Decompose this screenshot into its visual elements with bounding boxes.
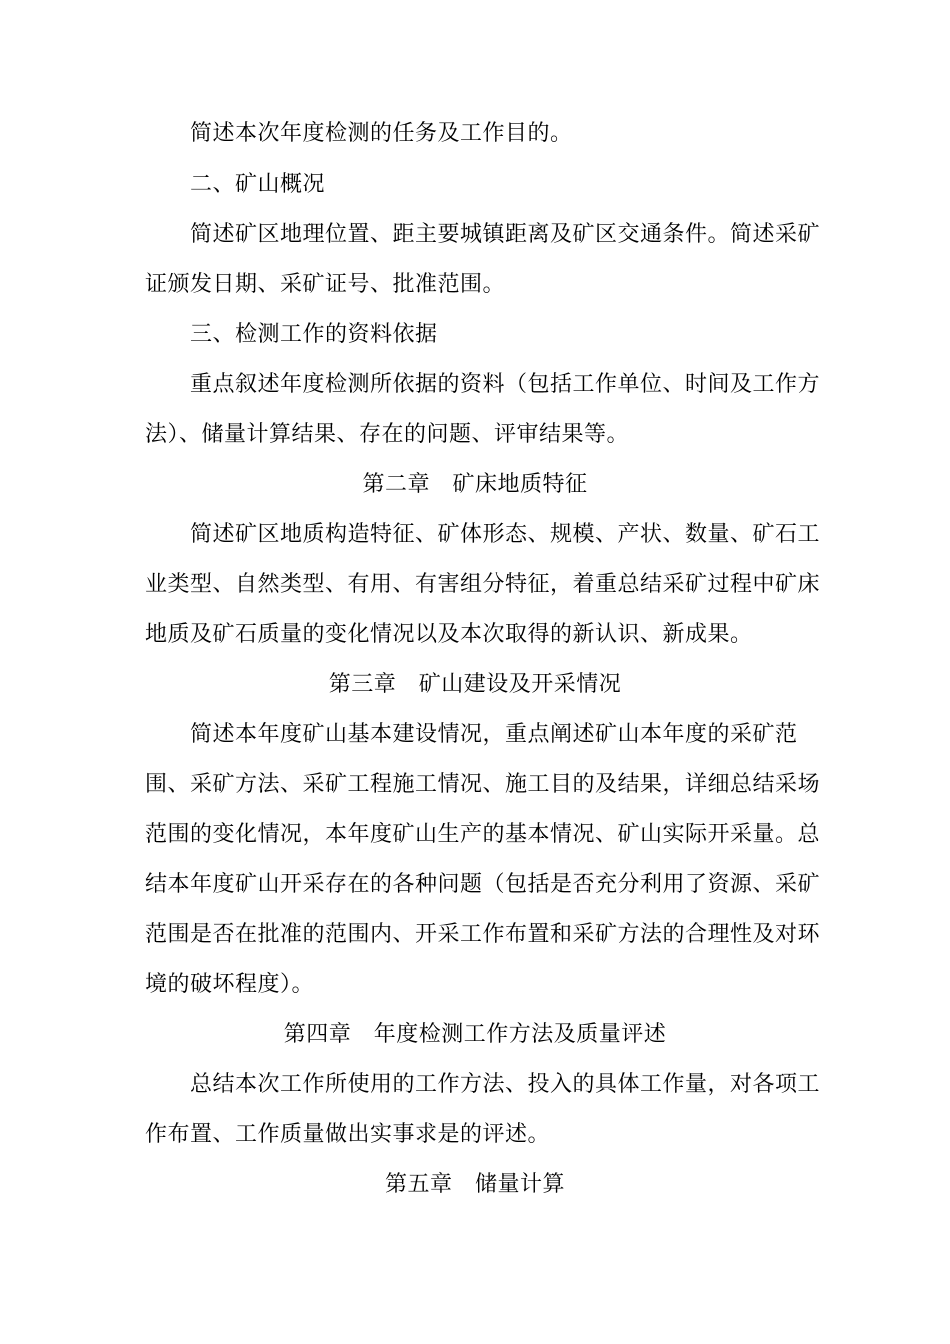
section-heading-mine-overview: 二、矿山概况: [190, 172, 326, 197]
paragraph-data-basis: 重点叙述年度检测所依据的资料（包括工作单位、时间及工作方: [190, 372, 821, 397]
chapter-heading-3: 第三章 矿山建设及开采情况: [328, 672, 622, 697]
section-heading-data-basis: 三、检测工作的资料依据: [190, 322, 438, 347]
paragraph-task-purpose: 简述本次年度检测的任务及工作目的。: [190, 121, 573, 146]
chapter-heading-4: 第四章 年度检测工作方法及质量评述: [283, 1022, 667, 1047]
paragraph-construction-cont-5: 境的破坏程度）。: [145, 972, 315, 997]
paragraph-methods: 总结本次工作所使用的工作方法、投入的具体工作量，对各项工: [190, 1072, 821, 1097]
paragraph-construction-cont-1: 围、采矿方法、采矿工程施工情况、施工目的及结果，详细总结采场: [145, 772, 821, 797]
paragraph-construction: 简述本年度矿山基本建设情况，重点阐述矿山本年度的采矿范: [190, 722, 798, 747]
chapter-heading-5: 第五章 储量计算: [384, 1172, 565, 1197]
paragraph-geology-cont-1: 业类型、自然类型、有用、有害组分特征，着重总结采矿过程中矿床: [145, 572, 821, 597]
paragraph-construction-cont-4: 范围是否在批准的范围内、开采工作布置和采矿方法的合理性及对环: [145, 922, 821, 947]
paragraph-mine-location: 简述矿区地理位置、距主要城镇距离及矿区交通条件。简述采矿: [190, 222, 821, 247]
paragraph-methods-cont: 作布置、工作质量做出实事求是的评述。: [145, 1122, 551, 1147]
paragraph-construction-cont-3: 结本年度矿山开采存在的各种问题（包括是否充分利用了资源、采矿: [145, 872, 821, 897]
paragraph-geology: 简述矿区地质构造特征、矿体形态、规模、产状、数量、矿石工: [190, 522, 821, 547]
paragraph-data-basis-cont: 法）、储量计算结果、存在的问题、评审结果等。: [145, 422, 630, 447]
paragraph-construction-cont-2: 范围的变化情况，本年度矿山生产的基本情况、矿山实际开采量。总: [145, 822, 821, 847]
paragraph-mine-location-cont: 证颁发日期、采矿证号、批准范围。: [145, 272, 506, 297]
chapter-heading-2: 第二章 矿床地质特征: [362, 472, 588, 497]
paragraph-geology-cont-2: 地质及矿石质量的变化情况以及本次取得的新认识、新成果。: [145, 622, 753, 647]
